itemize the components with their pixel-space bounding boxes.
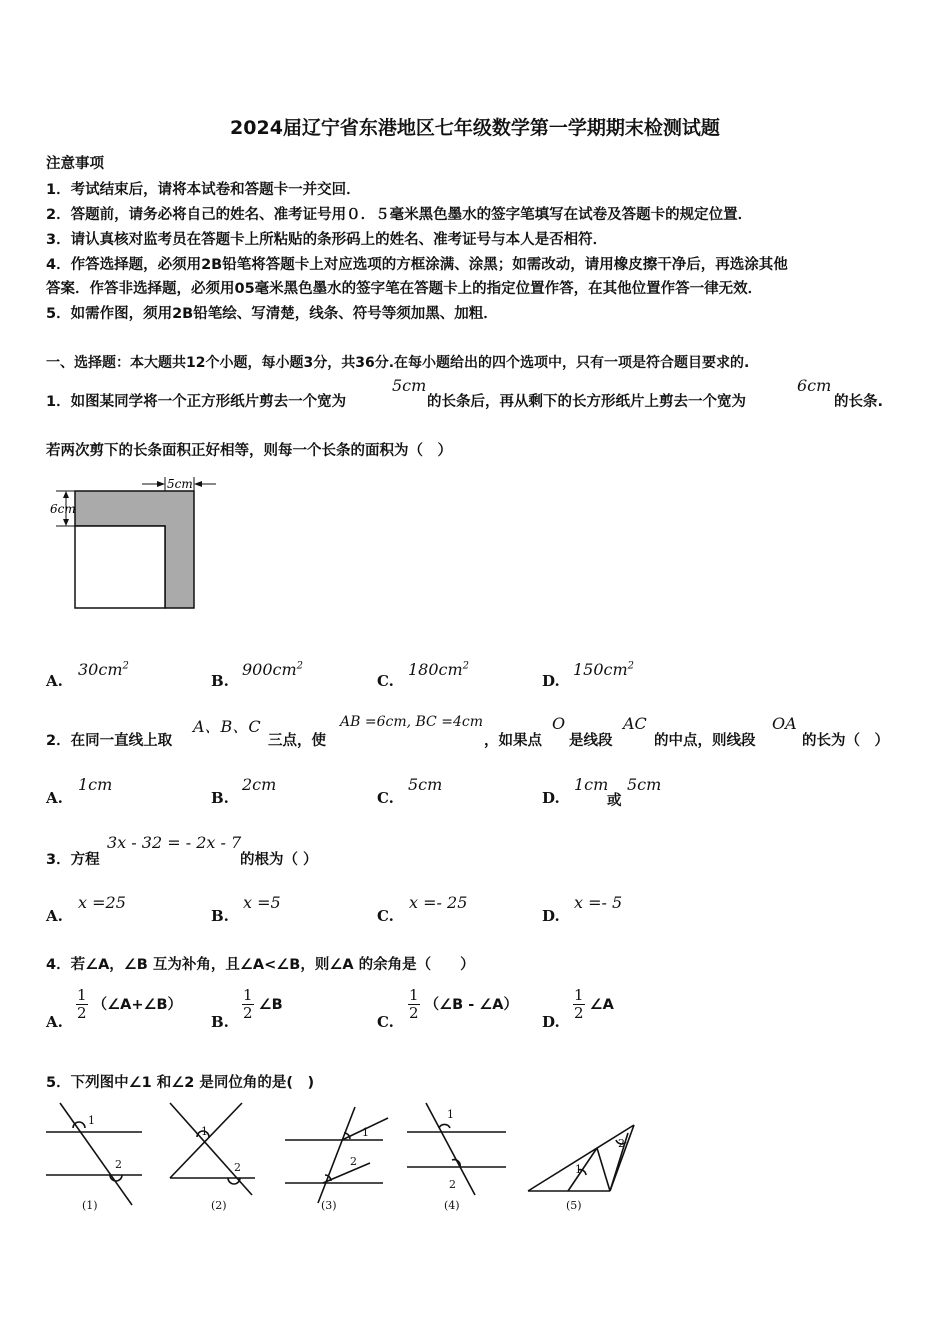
q3-option-d-label: D. <box>542 907 560 925</box>
q3-option-d-value: x =- 5 <box>574 893 623 912</box>
q4-option-d-value: $\frac{1}{2}$ ∠A <box>574 986 614 1022</box>
notice-item: 4．作答选择题，必须用2B铅笔将答题卡上对应选项的方框涂满、涂黑；如需改动，请用橡皮擦干净后，再选涂其他 <box>46 257 788 273</box>
q2-stem-part: 三点，使 <box>268 733 326 749</box>
angle-1-label: 1 <box>201 1125 208 1138</box>
q1-math: 6cm <box>797 376 832 395</box>
q1-option-b-label: B. <box>211 672 229 690</box>
q2-option-a-value: 1cm <box>78 775 113 794</box>
q2-stem-part: 2．在同一直线上取 <box>46 733 173 749</box>
q2-option-c-value: 5cm <box>408 775 443 794</box>
q4-option-c-label: C. <box>377 1013 394 1031</box>
q2-stem-part: ，如果点 <box>484 733 542 749</box>
q1-option-a-label: A. <box>46 672 63 690</box>
q2-option-d-label: D. <box>542 789 560 807</box>
q2-option-a-label: A. <box>46 789 63 807</box>
notice-heading: 注意事项 <box>46 156 104 172</box>
q2-stem-part: 是线段 <box>569 733 613 749</box>
angle-2-label: 2 <box>449 1178 456 1191</box>
notice-item: 3．请认真核对监考员在答题卡上所粘贴的条形码上的姓名、准考证号与本人是否相符． <box>46 232 608 248</box>
q4-option-a-label: A. <box>46 1013 63 1031</box>
q2-math: AC <box>623 714 647 733</box>
q5-stem: 5．下列图中∠1 和∠2 是同位角的是( ) <box>46 1075 315 1091</box>
q3-option-c-value: x =- 25 <box>409 893 468 912</box>
q2-math: A、B、C <box>193 717 261 736</box>
angle-2-label: 2 <box>234 1161 241 1174</box>
q4-option-b-label: B. <box>211 1013 229 1031</box>
figure-label: (4) <box>444 1199 460 1212</box>
q1-option-a-value: $30cm^2$ <box>78 660 129 679</box>
angle-2-label: 2 <box>115 1158 122 1171</box>
q1-option-c-value: $180cm^2$ <box>408 660 470 679</box>
q1-option-d-label: D. <box>542 672 560 690</box>
angle-1-label: 1 <box>88 1114 95 1127</box>
q2-math: OA <box>772 714 797 733</box>
q3-option-b-label: B. <box>211 907 229 925</box>
q1-option-c-label: C. <box>377 672 394 690</box>
q1-stem-part: 1．如图某同学将一个正方形纸片剪去一个宽为 <box>46 394 347 410</box>
q2-option-b-value: 2cm <box>242 775 277 794</box>
q1-option-d-value: $150cm^2$ <box>573 660 635 679</box>
notice-item: 5．如需作图，须用2B铅笔绘、写清楚，线条、符号等须加黑、加粗． <box>46 306 498 322</box>
q4-option-b-value: $\frac{1}{2}$ ∠B <box>243 986 283 1022</box>
q1-stem-part: 的长条. <box>834 394 884 410</box>
q5-figures <box>40 1095 650 1220</box>
angle-2-label: 2 <box>618 1137 625 1150</box>
q3-stem-part: 3．方程 <box>46 852 100 868</box>
figure-label: (5) <box>566 1199 582 1212</box>
page-title: 2024届辽宁省东港地区七年级数学第一学期期末检测试题 <box>230 117 720 139</box>
q4-option-d-label: D. <box>542 1013 560 1031</box>
fraction-half: $\frac{1}{2}$ <box>409 986 419 1022</box>
q2-math: O <box>552 714 566 733</box>
angle-1-label: 1 <box>362 1126 369 1139</box>
q2-math: AB =6cm, BC =4cm <box>340 714 483 730</box>
notice-item: 1．考试结束后，请将本试卷和答题卡一并交回． <box>46 182 361 198</box>
q3-option-b-value: x =5 <box>243 893 281 912</box>
q1-stem-line2: 若两次剪下的长条面积正好相等，则每一个长条的面积为（ ） <box>46 443 452 459</box>
angle-1-label: 1 <box>447 1108 454 1121</box>
fraction-half: $\frac{1}{2}$ <box>77 986 87 1022</box>
angle-2-label: 2 <box>350 1155 357 1168</box>
q4-option-a-value: $\frac{1}{2}$ （∠A+∠B） <box>77 986 183 1022</box>
q2-stem-part: 的长为（ ） <box>802 733 889 749</box>
section-heading: 一、选择题：本大题共12个小题，每小题3分，共36分.在每小题给出的四个选项中，只有一项是符合题目要求的. <box>46 355 750 371</box>
notice-item: 答案．作答非选择题，必须用05毫米黑色墨水的签字笔在答题卡上的指定位置作答，在其他位置作答一律无效． <box>46 281 763 297</box>
q2-option-b-label: B. <box>211 789 229 807</box>
q3-equation: 3x - 32 = - 2x - 7 <box>107 833 242 852</box>
q2-stem-part: 的中点，则线段 <box>654 733 756 749</box>
q3-option-c-label: C. <box>377 907 394 925</box>
figure-label: (1) <box>82 1199 98 1212</box>
q3-option-a-value: x =25 <box>78 893 126 912</box>
q4-stem: 4．若∠A，∠B 互为补角，且∠A<∠B，则∠A 的余角是（ ） <box>46 957 475 973</box>
q2-option-d-or: 或 <box>607 793 622 809</box>
remaining-square <box>75 526 165 608</box>
q4-option-c-value: $\frac{1}{2}$ （∠B - ∠A） <box>409 986 519 1022</box>
q3-stem-part: 的根为（ ） <box>240 852 318 868</box>
angle-1-label: 1 <box>575 1163 582 1176</box>
figure-label: (3) <box>321 1199 337 1212</box>
notice-item: 2．答题前，请务必将自己的姓名、准考证号用０．５毫米黑色墨水的签字笔填写在试卷及答题卡的规定位置． <box>46 207 753 223</box>
q1-figure <box>44 470 224 615</box>
q2-option-d-value2: 5cm <box>627 775 662 794</box>
q1-stem-part: 的长条后，再从剩下的长方形纸片上剪去一个宽为 <box>427 394 746 410</box>
fraction-half: $\frac{1}{2}$ <box>574 986 584 1022</box>
q1-option-b-value: $900cm^2$ <box>242 660 304 679</box>
q2-option-d-value: 1cm <box>574 775 609 794</box>
fig-top-label: 5cm <box>167 477 193 491</box>
fraction-half: $\frac{1}{2}$ <box>243 986 253 1022</box>
fig-left-label: 6cm <box>50 502 76 516</box>
q2-option-c-label: C. <box>377 789 394 807</box>
q1-math: 5cm <box>392 376 427 395</box>
figure-label: (2) <box>211 1199 227 1212</box>
q3-option-a-label: A. <box>46 907 63 925</box>
